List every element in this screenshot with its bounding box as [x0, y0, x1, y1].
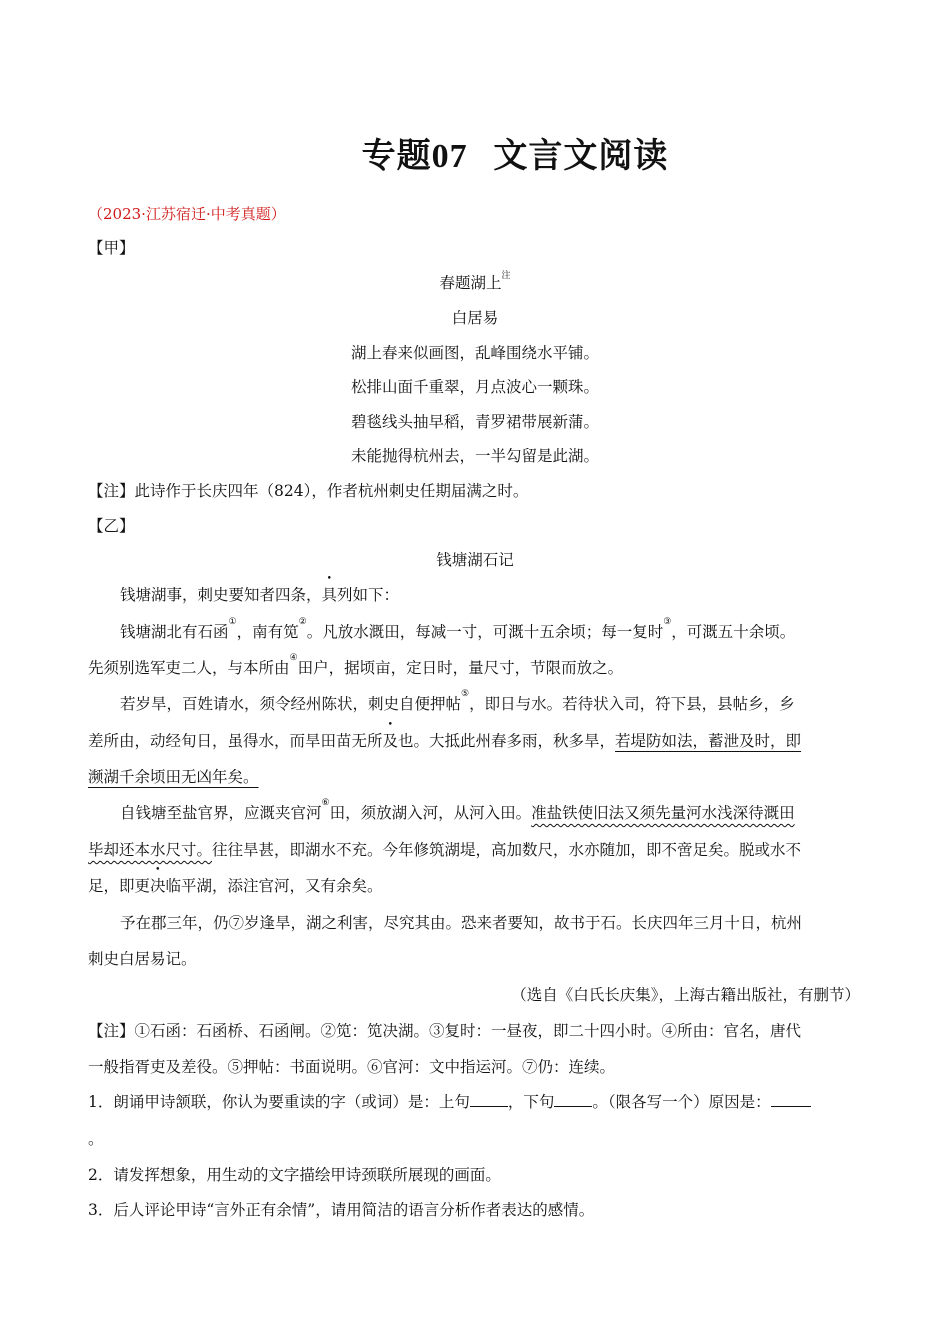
p4-text-b: 田，须放湖入河，从河入田。	[329, 804, 532, 822]
title-prefix: 专题	[361, 136, 432, 176]
q1-text-a: 1．朗诵甲诗颔联，你认为要重读的字（或词）是：上句	[88, 1093, 470, 1111]
poem-title-text: 春题湖上	[439, 274, 502, 292]
essay-paragraph-3-line-1	[120, 689, 795, 714]
essay-paragraph-5-line-2: 刺史白居易记。	[88, 950, 197, 968]
p2-note-4: ④	[289, 653, 298, 663]
p3-underlined-sentence-part-2: 濒湖千余顷田无凶年矣。	[88, 768, 259, 786]
essay-paragraph-3-line-2	[88, 729, 801, 751]
poem-note: 【注】此诗作于长庆四年（824），作者杭州刺史任期届满之时。	[88, 482, 529, 500]
page-title	[0, 128, 950, 177]
p5-text-a: 予在郡三年，仍	[120, 914, 229, 932]
p1-dotted-char: 具	[321, 586, 338, 604]
essay-paragraph-1	[120, 583, 399, 605]
essay-citation: （选自《白氏长庆集》，上海古籍出版社，有删节）	[511, 986, 860, 1004]
p4-line3-text-b: 临平湖，添注官河，又有余矣。	[165, 877, 383, 895]
p2-text-b: ，南有笕	[236, 623, 299, 641]
essay-paragraph-2-line-1	[120, 617, 796, 642]
p2-note-3: ③	[663, 617, 672, 627]
p3-text-a: 若岁旱，百姓请水，须令经州陈状，刺史自便押帖	[120, 695, 462, 713]
p2-line2-text-a: 先须别选军吏二人，与本所由	[88, 659, 290, 677]
p3-dotted-char: 及	[382, 732, 399, 750]
poem-line-1: 湖上春来似画图，乱峰围绕水平铺。	[350, 344, 599, 362]
poem-title-note-mark: 注	[501, 271, 511, 281]
source-tag: （2023·江苏宿迁·中考真题）	[88, 205, 286, 223]
essay-notes-line-2: 一般指胥吏及差役。⑤押帖：书面说明。⑥官河：文中指运河。⑦仍：连续。	[88, 1058, 616, 1076]
question-3: 3．后人评论甲诗“言外正有余情”，请用简洁的语言分析作者表达的感情。	[88, 1201, 595, 1219]
p5-text-b: 岁逢旱，湖之利害，尽究其由。恐来者要知，故书于石。长庆四年三月十日，杭州	[244, 914, 803, 932]
p4-dotted-char: 决	[150, 877, 166, 895]
p4-wavy-sentence-part-2: 毕却还本水尺寸。	[88, 841, 213, 859]
p2-note-2: ②	[298, 617, 307, 627]
question-1-end: 。	[88, 1130, 104, 1148]
essay-paragraph-4-line-1	[120, 798, 795, 823]
poem-line-3: 碧毯线头抽早稻，青罗裙带展新蒲。	[350, 413, 599, 431]
p2-text-c: 。凡放水溉田，每减一寸，可溉十五余顷；每一复时	[306, 623, 664, 641]
p1-text-a: 钱塘湖事，刺史要知者四条，	[120, 586, 322, 604]
p2-text-d: ，可溉五十余顷。	[671, 623, 796, 641]
p3-underlined-sentence-part-1: 若堤防如法，蓄泄及时，即	[615, 732, 802, 750]
essay-paragraph-3-line-3	[88, 765, 259, 787]
essay-notes-line-1: 【注】①石函：石函桥、石函闸。②笕：笕决湖。③复时：一昼夜，即二十四小时。④所由：官名，唐代	[88, 1022, 802, 1040]
question-1	[88, 1090, 811, 1112]
poem-author: 白居易	[451, 309, 499, 327]
p2-line2-text-b: 田户，据顷亩，定日时，量尺寸，节限而放之。	[297, 659, 624, 677]
p3-note-5: ⑤	[461, 689, 470, 699]
poem-line-4: 未能抛得杭州去，一半勾留是此湖。	[350, 447, 599, 465]
p1-text-b: 列如下：	[337, 586, 400, 604]
p4-line3-text-a: 足，即更	[88, 877, 151, 895]
title-number: 07	[431, 138, 468, 175]
p5-note-7: ⑦	[228, 914, 245, 932]
p3-line2-text-b: 也。大抵此州春多雨，秋多旱，	[398, 732, 616, 750]
essay-paragraph-5-line-1	[120, 911, 802, 933]
p4-note-6: ⑥	[321, 798, 330, 808]
essay-paragraph-2-line-2	[88, 653, 624, 678]
p4-wavy-sentence-part-1: 准盐铁使旧法又须先量河水浅深待溉田	[531, 804, 795, 822]
title-suffix: 文言文阅读	[493, 136, 669, 176]
p4-text-a: 自钱塘至盐官界，应溉夹官河	[120, 804, 322, 822]
essay-paragraph-4-line-2	[88, 838, 801, 860]
q1-text-b: ，下句	[507, 1093, 555, 1111]
essay-paragraph-4-line-3	[88, 874, 383, 896]
poem-title	[0, 271, 950, 293]
question-2: 2．请发挥想象，用生动的文字描绘甲诗颈联所展现的画面。	[88, 1166, 501, 1184]
essay-title: 钱塘湖石记	[436, 551, 514, 569]
p3-line2-text-a: 差所由，动经旬日，虽得水，而旱田苗无所	[88, 732, 383, 750]
p4-text-c: 往往旱甚，即湖水不充。今年修筑湖堤，高加数尺，水亦随加，即不啻足矣。脱或水不	[212, 841, 802, 859]
p2-note-1: ①	[228, 617, 237, 627]
poem-line-2: 松排山面千重翠，月点波心一颗珠。	[350, 378, 599, 396]
q1-answer-blank-lower[interactable]	[554, 1092, 592, 1107]
part-a-marker: 【甲】	[88, 239, 135, 257]
p2-text-a: 钱塘湖北有石函	[120, 623, 229, 641]
q1-text-c: 。（限各写一个）原因是：	[592, 1093, 771, 1111]
part-b-marker: 【乙】	[88, 517, 135, 535]
q1-answer-blank-upper[interactable]	[470, 1092, 508, 1107]
q1-answer-blank-reason[interactable]	[771, 1092, 811, 1107]
p3-text-b: ，即日与水。若待状入司，符下县，县帖乡，乡	[469, 695, 795, 713]
